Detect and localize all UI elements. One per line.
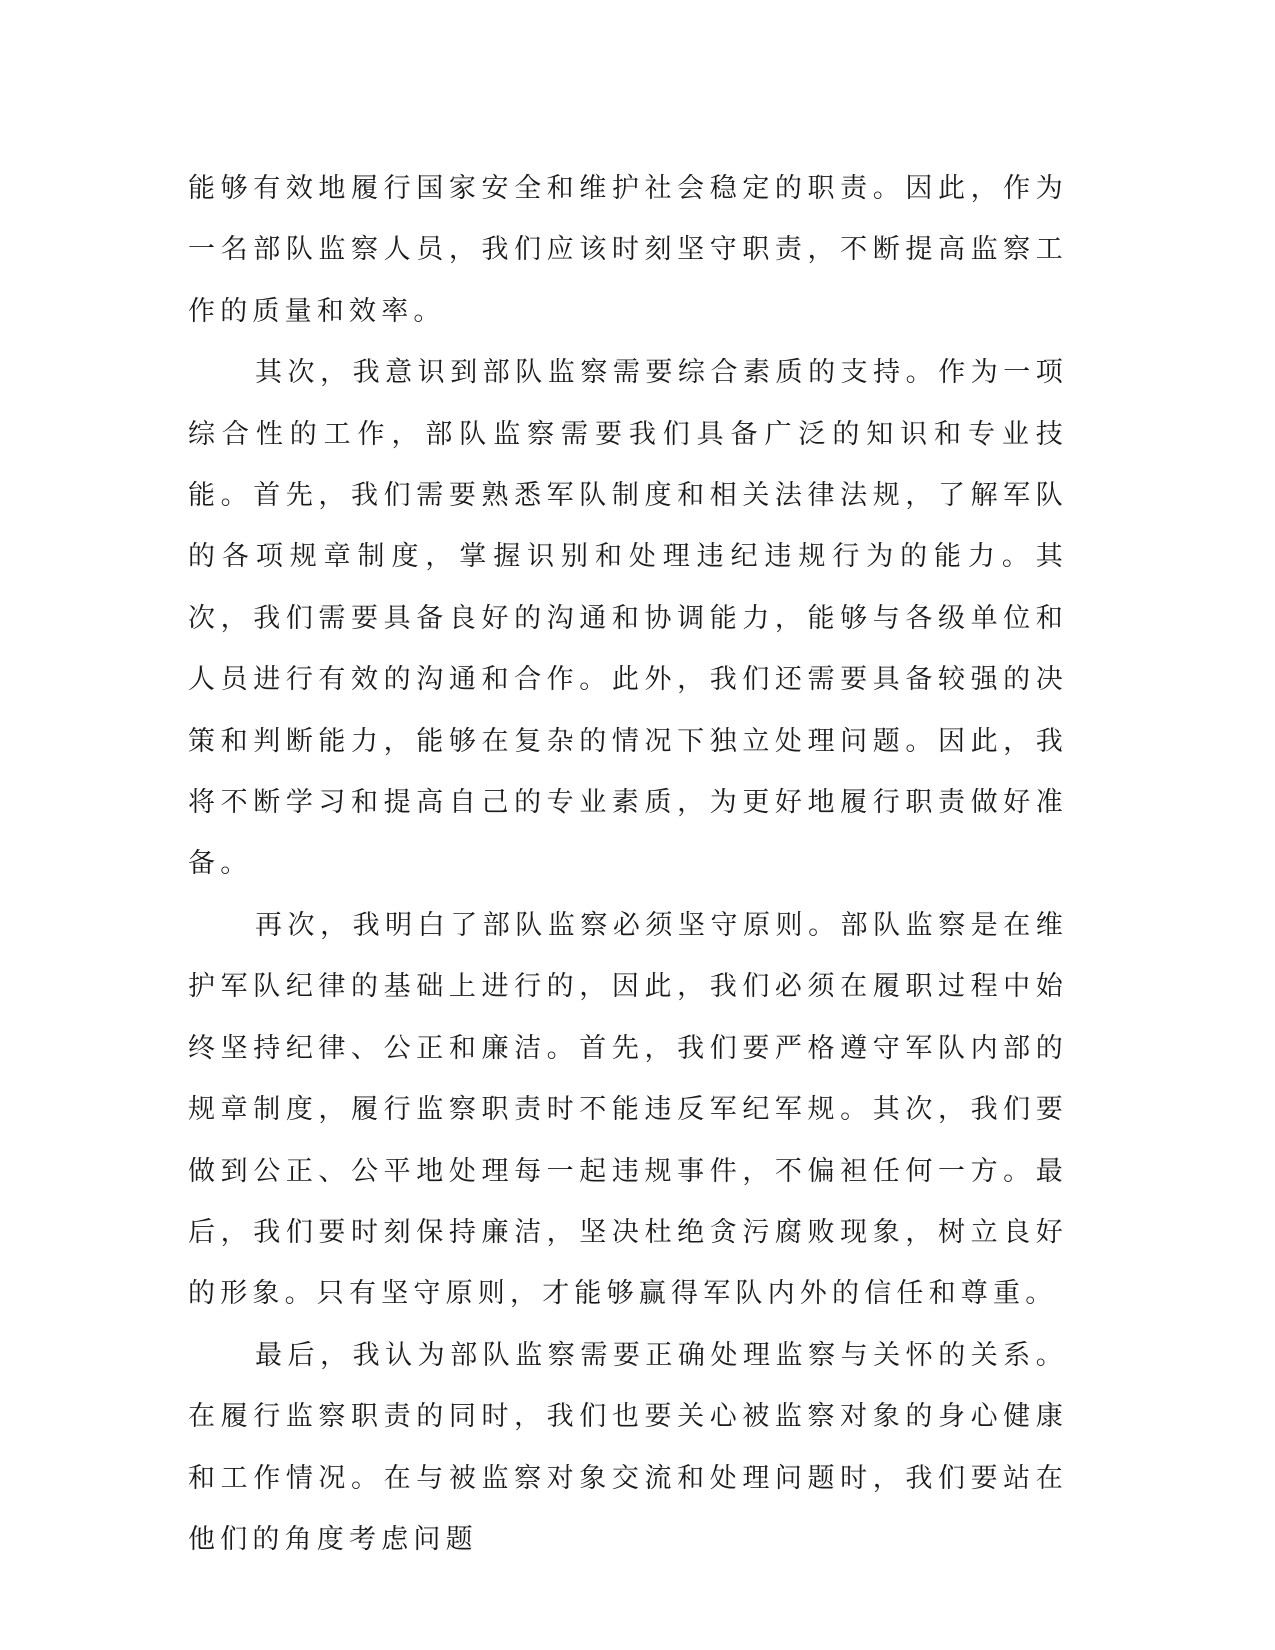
paragraph-3: 再次，我明白了部队监察必须坚守原则。部队监察是在维护军队纪律的基础上进行的，因此，我们必须在履职过程中始终坚持纪律、公正和廉洁。首先，我们要严格遵守军队内部的规章制度，履行监察职责时不能违反军纪军规。其次，我们要做到公正、公平地处理每一起违规事件，不偏袒任何一方。最后，我们要时刻保持廉洁，坚决杜绝贪污腐败现象，树立良好的形象。只有坚守原则，才能够赢得军队内外的信任和尊重。 (188, 909, 1068, 1310)
paragraph-2: 其次，我意识到部队监察需要综合素质的支持。作为一项综合性的工作，部队监察需要我们具备广泛的知识和专业技能。首先，我们需要熟悉军队制度和相关法律法规，了解军队的各项规章制度，掌握识别和处理违纪违规行为的能力。其次，我们需要具备良好的沟通和协调能力，能够与各级单位和人员进行有效的沟通和合作。此外，我们还需要具备较强的决策和判断能力，能够在复杂的情况下独立处理问题。因此，我将不断学习和提高自己的专业素质，为更好地履行职责做好准备。 (188, 357, 1068, 880)
paragraph-4: 最后，我认为部队监察需要正确处理监察与关怀的关系。在履行监察职责的同时，我们也要关心被监察对象的身心健康和工作情况。在与被监察对象交流和处理问题时，我们要站在他们的角度考虑问题 (188, 1339, 1068, 1555)
paragraph-1: 能够有效地履行国家安全和维护社会稳定的职责。因此，作为一名部队监察人员，我们应该时刻坚守职责，不断提高监察工作的质量和效率。 (188, 173, 1068, 327)
document-body (188, 158, 1068, 1570)
